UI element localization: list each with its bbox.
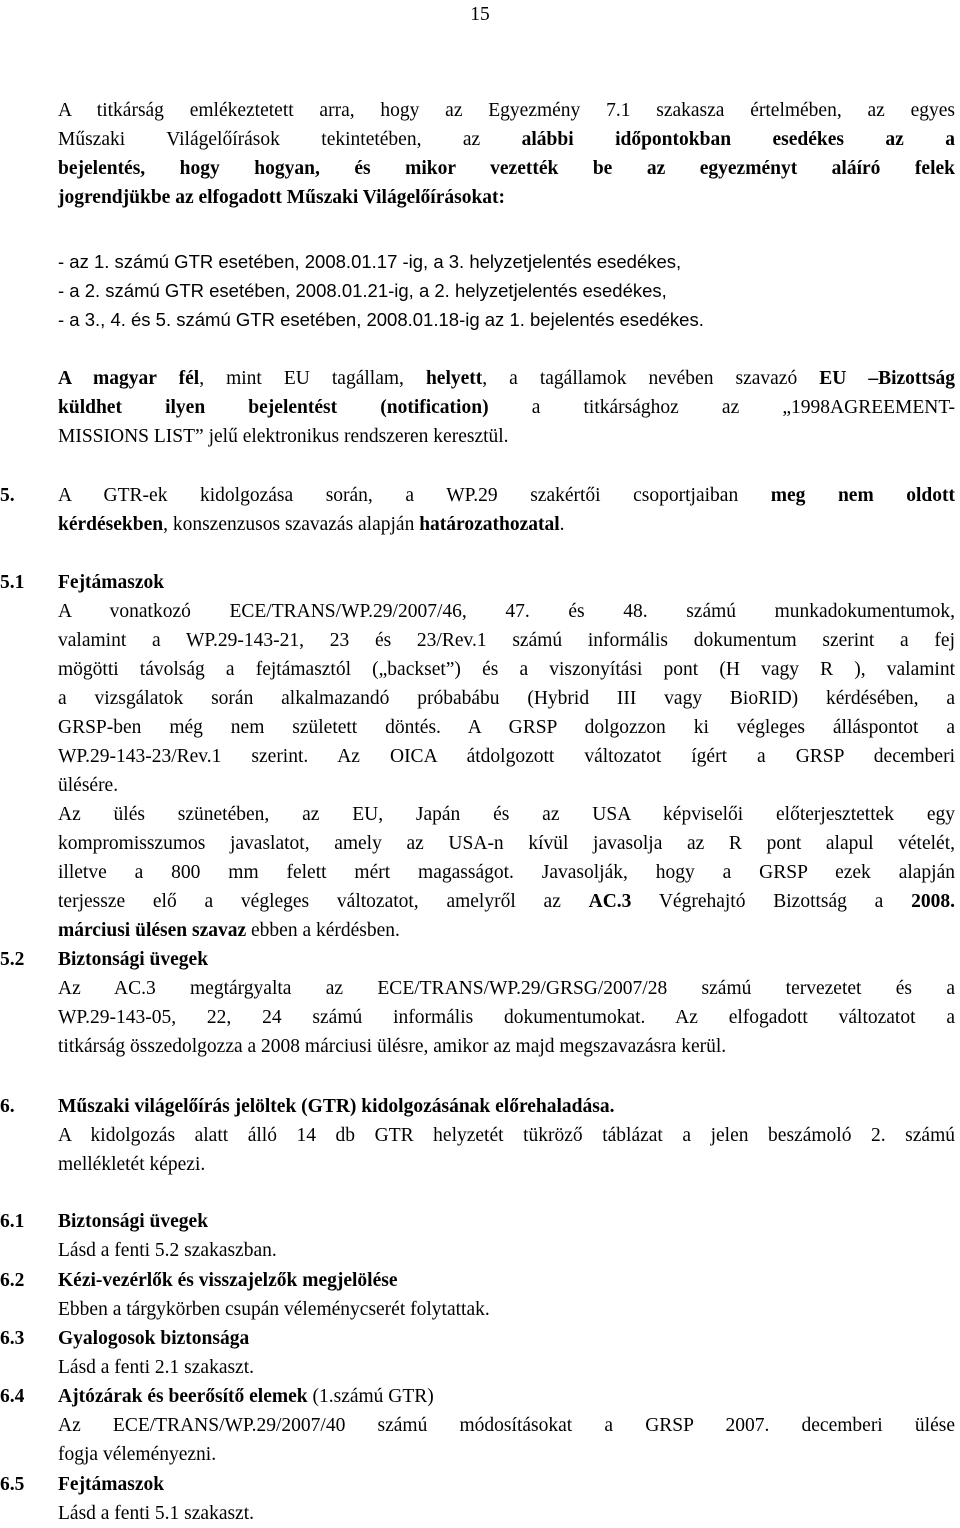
intro-line-3: bejelentés, hogy hogyan, és mikor vezették be az egyezményt aláíró felek [58, 158, 955, 179]
notification-line-3: MISSIONS LIST” jelű elektronikus rendszeren keresztül. [58, 426, 509, 447]
section-6-5 [0, 1470, 955, 1528]
section-number: 6. [0, 1096, 15, 1117]
section-6-3 [0, 1324, 955, 1382]
section-5-1 [0, 568, 955, 945]
section-number: 5.2 [0, 949, 25, 970]
section-5-line-2: kérdésekben, konszenzusos szavazás alapján határozathozatal. [58, 514, 565, 535]
intro-line-2: Műszaki Világelőírások tekintetében, az alábbi időpontokban esedékes az a [58, 129, 955, 150]
intro-line-4: jogrendjükbe az elfogadott Műszaki Világelőírásokat: [58, 187, 506, 208]
notification-paragraph [58, 364, 955, 451]
list-item: - a 2. számú GTR esetében, 2008.01.21-ig, a 2. helyzetjelentés esedékes, [58, 280, 667, 301]
section-number: 6.3 [0, 1328, 25, 1349]
section-title: Biztonsági üvegek [58, 949, 209, 970]
text-line: a vizsgálatok során alkalmazandó próbabábu (Hybrid III vagy BioRID) kérdésében, a [58, 688, 955, 709]
deadline-list [58, 247, 955, 334]
text-line: illetve a 800 mm felett mért magasságot. Javasolják, hogy a GRSP ezek alapján [58, 862, 955, 883]
section-6-4 [0, 1382, 955, 1469]
text-line: Ebben a tárgykörben csupán véleménycserét folytattak. [58, 1299, 490, 1320]
section-title: Kézi-vezérlők és visszajelzők megjelölése [58, 1270, 398, 1291]
text-line: valamint a WP.29-143-21, 23 és 23/Rev.1 számú informális dokumentum szerint a fej [58, 630, 955, 651]
text-line: kompromisszumos javaslatot, amely az USA-n kívül javasolja az R pont alapul vételét, [58, 833, 955, 854]
intro-line-1: A titkárság emlékeztetett arra, hogy az Egyezmény 7.1 szakasza értelmében, az egyes [58, 100, 955, 121]
page-number: 15 [470, 4, 490, 25]
section-title: Biztonsági üvegek [58, 1211, 209, 1232]
text-line: fogja véleményezni. [58, 1444, 217, 1465]
text-line: mögötti távolság a fejtámasztól („backset”) és a viszonyítási pont (H vagy R ), valamint [58, 659, 955, 680]
text-line: mellékletét képezi. [58, 1154, 206, 1175]
text-line: Lásd a fenti 2.1 szakaszt. [58, 1357, 255, 1378]
text-line: titkárság összedolgozza a 2008 márciusi ülésre, amikor az majd megszavazásra kerül. [58, 1036, 727, 1057]
text-line: Lásd a fenti 5.2 szakaszban. [58, 1240, 277, 1261]
section-title: Műszaki világelőírás jelöltek (GTR) kidolgozásának előrehaladása. [58, 1096, 615, 1117]
section-number: 6.5 [0, 1474, 25, 1495]
notification-line-1: A magyar fél, mint EU tagállam, helyett, a tagállamok nevében szavazó EU –Bizottság [58, 368, 956, 389]
section-5-line-1: A GTR-ek kidolgozása során, a WP.29 szakértői csoportjaiban meg nem oldott [58, 485, 955, 506]
text-line: ülésére. [58, 775, 119, 796]
section-title: Fejtámaszok [58, 1474, 165, 1495]
text-line: terjessze elő a végleges változatot, amelyről az AC.3 Végrehajtó Bizottság a 2008. [58, 891, 955, 912]
section-5 [0, 481, 955, 539]
section-title: Fejtámaszok [58, 572, 165, 593]
text-line: Lásd a fenti 5.1 szakaszt. [58, 1503, 255, 1524]
section-title: Gyalogosok biztonsága [58, 1328, 250, 1349]
text-line: WP.29-143-05, 22, 24 számú informális dokumentumokat. Az elfogadott változatot a [58, 1007, 955, 1028]
text-line: Az AC.3 megtárgyalta az ECE/TRANS/WP.29/GRSG/2007/28 számú tervezetet és a [58, 978, 955, 999]
text-line: WP.29-143-23/Rev.1 szerint. Az OICA átdolgozott változatot ígért a GRSP decemberi [58, 746, 955, 767]
list-item: - a 3., 4. és 5. számú GTR esetében, 2008.01.18-ig az 1. bejelentés esedékes. [58, 309, 704, 330]
text-line: A kidolgozás alatt álló 14 db GTR helyzetét tükröző táblázat a jelen beszámoló 2. számú [58, 1125, 955, 1146]
section-number: 6.1 [0, 1211, 25, 1232]
section-number: 6.2 [0, 1270, 25, 1291]
section-5-2 [0, 945, 955, 1061]
text-line: A vonatkozó ECE/TRANS/WP.29/2007/46, 47. és 48. számú munkadokumentumok, [58, 601, 955, 622]
notification-line-2: küldhet ilyen bejelentést (notification) a titkársághoz az „1998AGREEMENT- [58, 397, 955, 418]
section-6-1 [0, 1207, 955, 1265]
text-line: GRSP-ben még nem született döntés. A GRSP dolgozzon ki végleges álláspontot a [58, 717, 955, 738]
section-6-2 [0, 1266, 955, 1324]
text-line: Az ülés szünetében, az EU, Japán és az USA képviselői előterjesztettek egy [58, 804, 955, 825]
section-number: 5.1 [0, 572, 25, 593]
section-title: Ajtózárak és beerősítő elemek (1.számú GTR) [58, 1386, 434, 1407]
list-item: - az 1. számú GTR esetében, 2008.01.17 -ig, a 3. helyzetjelentés esedékes, [58, 251, 682, 272]
section-number: 6.4 [0, 1386, 25, 1407]
intro-paragraph [58, 96, 955, 212]
section-6 [0, 1092, 955, 1179]
section-number: 5. [0, 485, 15, 506]
text-line: Az ECE/TRANS/WP.29/2007/40 számú módosításokat a GRSP 2007. decemberi ülése [58, 1415, 955, 1436]
text-line: márciusi ülésen szavaz ebben a kérdésben. [58, 920, 400, 941]
